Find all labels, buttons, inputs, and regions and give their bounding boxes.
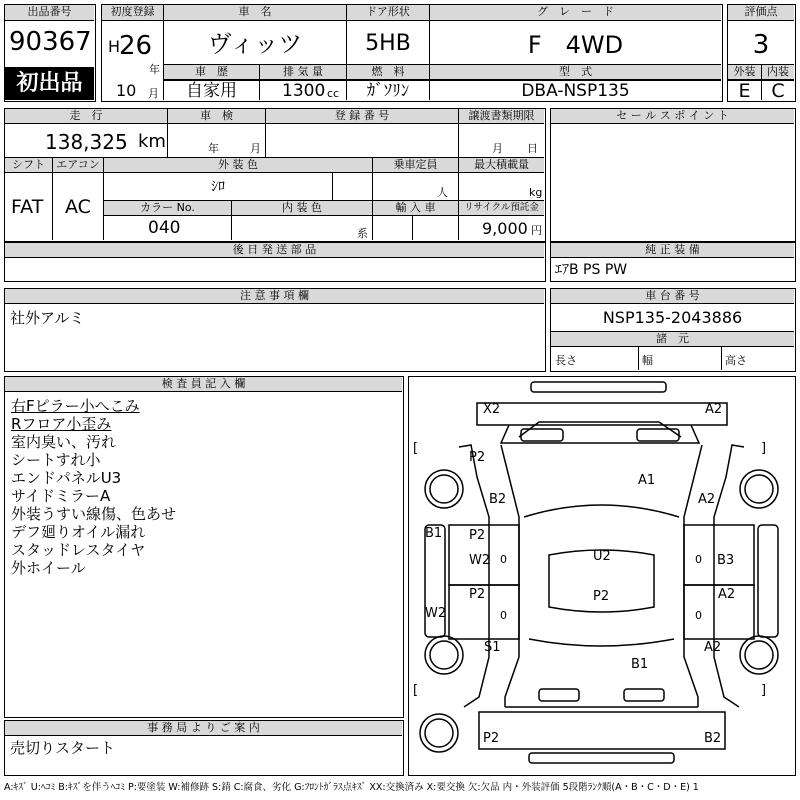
mileage: 138,325 <box>45 130 128 154</box>
zero-mark: 0 <box>695 553 702 566</box>
int-grade: C <box>771 80 785 102</box>
damage-p2-rear-bumper: P2 <box>483 731 500 746</box>
caution-text: 社外アルミ <box>10 309 85 327</box>
int-color-label: 内 装 色 <box>232 201 372 216</box>
history-label: 車 歴 <box>164 65 259 80</box>
recycle-unit: 円 <box>531 224 542 237</box>
zero-mark: 0 <box>695 609 702 622</box>
inspector-notes-list <box>11 397 176 577</box>
score: 3 <box>752 30 770 60</box>
chassis-number: NSP135-2043886 <box>602 308 743 327</box>
office-box <box>4 720 404 776</box>
main-header-box <box>101 4 723 102</box>
fuel-label: 燃 料 <box>347 65 429 80</box>
inspector-note: スタッドレスタイヤ <box>11 541 146 559</box>
damage-legend: A:ｷｽﾞ U:ﾍｺﾐ B:ｷｽﾞを伴うﾍｺﾐ P:要塗装 W:補修跡 S:錆 C:腐食、劣化 G:ﾌﾛﾝﾄｶﾞﾗｽ点ｷｽﾞ XX:交換済み X:要交換 欠:欠品 内・外装評価 5段階ﾗﾝｸ順(A・B・C・D・E) 1 <box>4 782 699 793</box>
width-label: 幅 <box>642 354 653 367</box>
displacement: 1300 <box>282 81 326 101</box>
shift: FAT <box>11 196 44 218</box>
lot-number: 90367 <box>9 27 92 57</box>
car-diagram-box <box>408 376 796 776</box>
ac-label: エアコン <box>53 158 103 173</box>
inspector-note: 外ホイール <box>11 559 86 577</box>
car-diagram <box>409 377 794 774</box>
int-color-unit: 系 <box>357 227 368 240</box>
damage-s1-rear-left: S1 <box>484 640 501 655</box>
later-parts-label: 後 日 発 送 部 品 <box>5 243 544 258</box>
lot-number-box <box>4 4 96 102</box>
damage-b2-rear-bumper: B2 <box>704 731 722 746</box>
damage-p2-front-left: P2 <box>469 450 486 465</box>
inspector-note: 外装うすい線傷、色あせ <box>11 505 177 523</box>
chassis-label: 車 台 番 号 <box>551 289 794 304</box>
office-note: 売切りスタート <box>10 739 116 757</box>
door-type: 5HB <box>365 31 411 56</box>
damage-u2-roof: U2 <box>593 549 611 564</box>
damage-p2-front-door: P2 <box>469 528 486 543</box>
mileage-unit: km <box>138 131 166 152</box>
ext-color-label: 外 装 色 <box>104 158 372 173</box>
chassis-box <box>550 288 796 372</box>
ext-label: 外装 <box>728 65 761 80</box>
inspector-label: 検 査 員 記 入 欄 <box>5 377 402 392</box>
model: DBA-NSP135 <box>521 81 630 101</box>
era: H <box>108 37 121 56</box>
damage-p2-roof: P2 <box>593 589 610 604</box>
zero-mark: 0 <box>500 553 507 566</box>
inspector-note: サイドミラーA <box>11 487 111 505</box>
damage-b3-right-door: B3 <box>717 553 735 568</box>
history: 自家用 <box>186 81 237 101</box>
month-unit: 月 <box>148 87 159 100</box>
damage-a2-rear-right-door: A2 <box>718 587 736 602</box>
inspector-note: デフ廻りオイル漏れ <box>11 523 146 541</box>
capacity-label: 乗車定員 <box>373 158 458 173</box>
recycle-amount: 9,000 <box>482 219 528 238</box>
lot-number-label: 出品番号 <box>5 5 94 21</box>
caution-label: 注 意 事 項 欄 <box>5 289 544 304</box>
model-label: 型 式 <box>430 65 721 80</box>
inspector-note: Rフロア小歪み <box>11 415 112 433</box>
reg-no-label: 登 録 番 号 <box>266 109 458 124</box>
equipment-label: 純 正 装 備 <box>551 243 794 258</box>
damage-p2-rear-door: P2 <box>469 587 486 602</box>
car-name: ヴィッツ <box>207 30 303 58</box>
bracket-right-1: ] <box>761 441 767 456</box>
capacity-unit: 人 <box>437 186 448 199</box>
damage-b1-sill: B1 <box>425 526 443 541</box>
inspector-note: 室内臭い、汚れ <box>11 433 117 451</box>
damage-w2-side: W2 <box>425 606 447 621</box>
equipment: ｴｱB PS PW <box>555 262 628 278</box>
color-no: 040 <box>148 218 181 238</box>
color-no-label: カラー No. <box>104 201 231 216</box>
equipment-box <box>550 242 796 282</box>
first-reg-label: 初度登録 <box>102 5 163 21</box>
grade-label: グ レ ー ド <box>430 5 721 21</box>
damage-b2-front-left: B2 <box>489 492 507 507</box>
caution-box <box>4 288 546 372</box>
int-label: 内装 <box>762 65 794 80</box>
damage-a2-rear-right: A2 <box>704 640 722 655</box>
import-label: 輸 入 車 <box>373 201 458 216</box>
insp-year-unit: 年 <box>208 142 219 155</box>
inspector-box <box>4 376 404 718</box>
recycle-label: リサイクル預託金 <box>459 201 544 216</box>
bracket-left-2: [ <box>413 683 419 698</box>
year-unit: 年 <box>149 63 160 76</box>
damage-a1-windshield: A1 <box>638 473 656 488</box>
fuel: ｶﾞｿﾘﾝ <box>366 81 410 101</box>
load-label: 最大積載量 <box>459 158 544 173</box>
displacement-label: 排 気 量 <box>260 65 346 80</box>
sales-point-box <box>550 108 796 242</box>
height-label: 高さ <box>725 354 747 367</box>
transfer-label: 譲渡書類期限 <box>459 109 544 124</box>
score-box <box>727 4 796 102</box>
inspector-note: エンドパネルU3 <box>11 469 122 487</box>
damage-b1-rear: B1 <box>631 657 649 672</box>
ext-color: ｼﾛ <box>211 179 225 195</box>
damage-w2-front-door: W2 <box>469 553 491 568</box>
insp-month-unit: 月 <box>250 142 261 155</box>
length-label: 長さ <box>555 354 577 367</box>
transfer-day-unit: 日 <box>527 142 538 155</box>
sales-point-label: セ ー ル ス ポ イ ン ト <box>551 109 794 124</box>
grade: F 4WD <box>527 31 624 59</box>
ac: AC <box>65 196 91 218</box>
dims-label: 諸 元 <box>551 332 794 347</box>
reg-month: 10 <box>116 81 137 100</box>
shift-label: シフト <box>5 158 52 173</box>
inspection-label: 車 検 <box>168 109 265 124</box>
bracket-left-1: [ <box>413 441 419 456</box>
mileage-label: 走 行 <box>5 109 167 124</box>
damage-a2-top-right: A2 <box>705 402 723 417</box>
first-listing-text: 初出品 <box>16 71 83 96</box>
damage-x2-front: X2 <box>483 402 501 417</box>
bracket-right-2: ] <box>761 683 767 698</box>
reg-year: 26 <box>119 31 153 61</box>
transfer-month-unit: 月 <box>492 142 503 155</box>
damage-a2-front-right: A2 <box>698 492 716 507</box>
inspector-note: 右Fピラー小へこみ <box>11 397 140 415</box>
details-box <box>4 108 546 242</box>
inspector-note: シートすれ小 <box>11 451 101 469</box>
load-unit: kg <box>529 186 543 199</box>
zero-mark: 0 <box>500 609 507 622</box>
later-parts-box <box>4 242 546 282</box>
displacement-unit: cc <box>327 87 340 100</box>
car-name-label: 車 名 <box>164 5 346 21</box>
office-label: 事 務 局 よ り ご 案 内 <box>5 721 402 736</box>
score-label: 評価点 <box>728 5 794 21</box>
ext-grade: E <box>738 80 751 102</box>
door-label: ドア形状 <box>347 5 429 21</box>
